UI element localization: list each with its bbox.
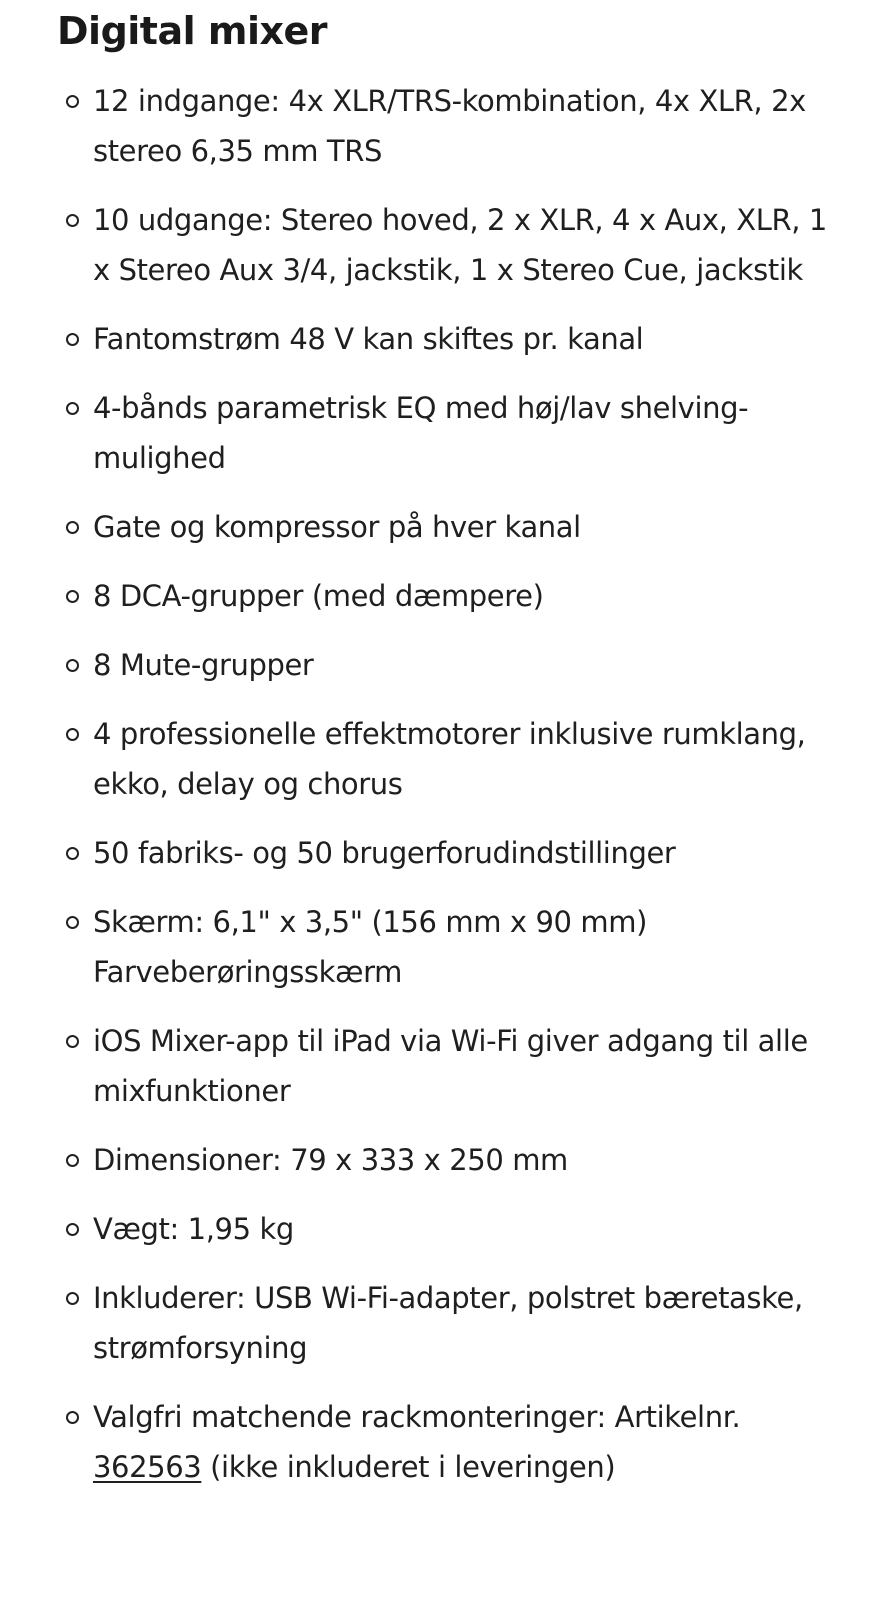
bullet-icon	[66, 214, 79, 227]
feature-item	[0, 1016, 884, 1116]
bullet-icon	[66, 1035, 79, 1048]
feature-text: iOS Mixer-app til iPad via Wi-Fi giver adgang til alle mixfunktioner	[93, 1024, 808, 1108]
feature-item	[0, 195, 884, 295]
feature-text: Fantomstrøm 48 V kan skiftes pr. kanal	[93, 322, 644, 356]
feature-text: Vægt: 1,95 kg	[93, 1212, 294, 1246]
feature-item	[0, 640, 884, 690]
feature-text: 10 udgange: Stereo hoved, 2 x XLR, 4 x Aux, XLR, 1 x Stereo Aux 3/4, jackstik, 1 x Stereo Cue, jackstik	[93, 203, 827, 287]
feature-item	[0, 897, 884, 997]
bullet-icon	[66, 590, 79, 603]
article-number-link[interactable]: 362563	[93, 1450, 202, 1484]
feature-item	[0, 1135, 884, 1185]
feature-text: 8 DCA-grupper (med dæmpere)	[93, 579, 544, 613]
bullet-icon	[66, 333, 79, 346]
bullet-icon	[66, 95, 79, 108]
bullet-icon	[66, 659, 79, 672]
feature-text: 8 Mute-grupper	[93, 648, 314, 682]
feature-item	[0, 76, 884, 176]
bullet-icon	[66, 728, 79, 741]
bullet-icon	[66, 1223, 79, 1236]
feature-item	[0, 383, 884, 483]
bullet-icon	[66, 521, 79, 534]
feature-item	[0, 571, 884, 621]
feature-item	[0, 828, 884, 878]
feature-text: 12 indgange: 4x XLR/TRS-kombination, 4x XLR, 2x stereo 6,35 mm TRS	[93, 84, 806, 168]
bullet-icon	[66, 402, 79, 415]
bullet-icon	[66, 1292, 79, 1305]
feature-item	[0, 709, 884, 809]
feature-item	[0, 1204, 884, 1254]
feature-text-prefix: Valgfri matchende rackmonteringer: Artikelnr.	[93, 1400, 741, 1434]
section-title: Digital mixer	[57, 9, 328, 53]
feature-item	[0, 1273, 884, 1373]
feature-text-suffix: (ikke inkluderet i leveringen)	[210, 1450, 616, 1484]
bullet-icon	[66, 1154, 79, 1167]
feature-text: Inkluderer: USB Wi-Fi-adapter, polstret bæretaske, strømforsyning	[93, 1281, 803, 1365]
bullet-icon	[66, 916, 79, 929]
feature-text: Dimensioner: 79 x 333 x 250 mm	[93, 1143, 568, 1177]
feature-text: Skærm: 6,1" x 3,5" (156 mm x 90 mm) Farveberøringsskærm	[93, 905, 647, 989]
feature-text: Gate og kompressor på hver kanal	[93, 510, 581, 544]
feature-list	[0, 76, 884, 1511]
feature-item	[0, 314, 884, 364]
feature-item	[0, 502, 884, 552]
feature-item-rackmount	[0, 1392, 884, 1492]
feature-text: 4 professionelle effektmotorer inklusive rumklang, ekko, delay og chorus	[93, 717, 806, 801]
bullet-icon	[66, 847, 79, 860]
feature-text: 4-bånds parametrisk EQ med høj/lav shelving-mulighed	[93, 391, 749, 475]
bullet-icon	[66, 1411, 79, 1424]
feature-text: 50 fabriks- og 50 brugerforudindstillinger	[93, 836, 676, 870]
